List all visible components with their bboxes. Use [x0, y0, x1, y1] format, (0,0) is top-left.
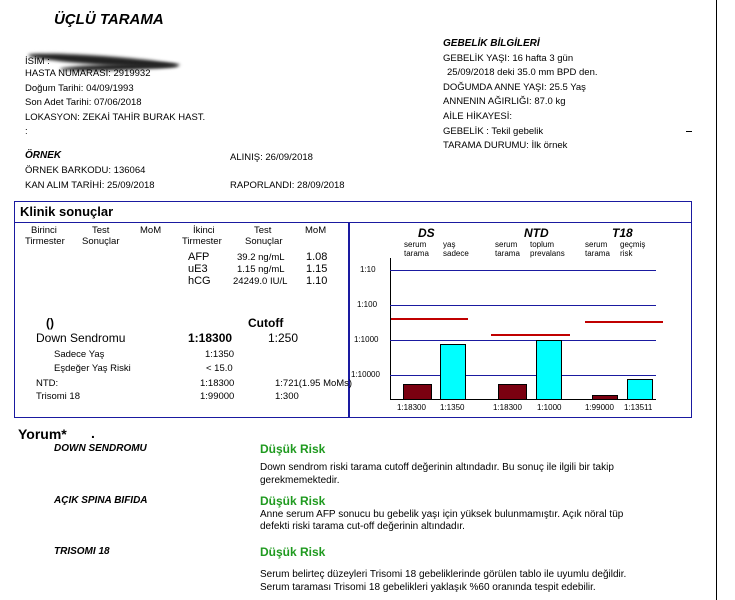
col-test-b: Test	[254, 225, 272, 236]
sub-t18-b1: geçmiş	[620, 240, 646, 249]
gebelik-tekil: GEBELİK : Tekil gebelik	[443, 126, 544, 137]
marker-hcg-mom: 1.10	[306, 275, 328, 287]
chart-group-t18: T18	[612, 226, 633, 240]
sub-ntd-a1: serum	[495, 240, 518, 249]
y-tick-10000: 1:10000	[351, 370, 380, 379]
aile-hikayesi: AİLE HİKAYESİ:	[443, 111, 512, 122]
sub-ds-a1: serum	[404, 240, 427, 249]
sadece-yas: Sadece Yaş	[54, 349, 105, 360]
yorum-spina-risk: Düşük Risk	[260, 494, 326, 508]
col-birinci: Birinci	[31, 225, 57, 236]
marker-afp-value: 39.2 ng/mL	[237, 252, 285, 263]
yorum-down-title: DOWN SENDROMU	[54, 443, 147, 454]
sub-ntd-b2: prevalans	[530, 249, 565, 258]
ntd-value: 1:18300	[200, 378, 235, 389]
son-adet-tarihi: Son Adet Tarihi: 07/06/2018	[25, 97, 142, 108]
yorum-t18-title: TRISOMI 18	[54, 546, 110, 557]
yorum-spina-line1: Anne serum AFP sonucu bu gebelik yaşı için yüksek bulunmamıştır. Açık nöral tüp	[260, 509, 624, 520]
sub-ntd-a2: tarama	[495, 249, 520, 258]
x-label-ds-serum: 1:18300	[397, 403, 426, 412]
col-test-b-2: Sonuçlar	[245, 236, 283, 247]
trisomi18-label: Trisomi 18	[36, 391, 80, 402]
yorum-down-risk: Düşük Risk	[260, 442, 326, 456]
y-tick-100: 1:100	[357, 300, 378, 309]
gebelik-yasi: GEBELİK YAŞI: 16 hafta 3 gün	[443, 53, 574, 64]
ntd-cutoff: 1:721(1.95 MoMs)	[275, 378, 353, 389]
marker-afp: AFP	[188, 251, 210, 263]
y-tick-10: 1:10	[360, 265, 376, 274]
chart-group-ntd: NTD	[524, 226, 549, 240]
sub-ds-b1: yaş	[443, 240, 456, 249]
ornek-header: ÖRNEK	[25, 150, 62, 161]
marker-ue3: uE3	[188, 263, 208, 275]
isim-label: İSİM :	[25, 56, 50, 67]
sub-t18-a1: serum	[585, 240, 608, 249]
col-ikinci-2: Tirmester	[182, 236, 222, 247]
hasta-numarasi: HASTA NUMARASI: 2919932	[25, 68, 151, 79]
yorum-spina-title: AÇIK SPINA BIFIDA	[54, 495, 148, 506]
sub-ds-a2: tarama	[404, 249, 429, 258]
x-label-ds-age: 1:1350	[440, 403, 465, 412]
esdeger-yas-value: < 15.0	[206, 363, 233, 374]
ornek-barkodu: ÖRNEK BARKODU: 136064	[25, 165, 146, 176]
col-birinci-2: Tirmester	[25, 236, 65, 247]
sub-t18-a2: tarama	[585, 249, 610, 258]
sub-t18-b2: risk	[620, 249, 633, 258]
marker-afp-mom: 1.08	[306, 251, 328, 263]
yorum-spina-line2: defekti riski tarama cut-off değerinin altındadır.	[260, 521, 465, 532]
down-sendromu: Down Sendromu	[36, 331, 126, 345]
trisomi18-cutoff: 1:300	[275, 391, 299, 402]
yorum-dot: .	[91, 425, 95, 441]
yorum-down-line2: gerekmemektedir.	[260, 475, 340, 486]
dogum-tarihi: Doğum Tarihi: 04/09/1993	[25, 83, 134, 94]
col-test-2: Sonuçlar	[82, 236, 120, 247]
bpd: 25/09/2018 deki 35.0 mm BPD den.	[447, 67, 598, 78]
colon-mark: :	[25, 126, 28, 137]
klinik-header: Klinik sonuçlar	[20, 204, 114, 219]
lokasyon: LOKASYON: ZEKAİ TAHİR BURAK HAST.	[25, 112, 206, 123]
page-mark	[686, 131, 692, 132]
anne-yasi: DOĞUMDA ANNE YAŞI: 25.5 Yaş	[443, 82, 586, 93]
kan-alim-tarihi: KAN ALIM TARİHİ: 25/09/2018	[25, 180, 155, 191]
cutoff-header: Cutoff	[248, 316, 284, 330]
col-ikinci: İkinci	[193, 225, 215, 236]
sadece-yas-value: 1:1350	[205, 349, 235, 360]
sub-ds-b2: sadece	[443, 249, 469, 258]
yorum-t18-line1: Serum belirteç düzeyleri Trisomi 18 gebeliklerinde görülen tablo ile uyumlu değildir.	[260, 569, 627, 580]
paren-mark: ()	[46, 316, 54, 330]
alinis: ALINIŞ: 26/09/2018	[230, 152, 313, 163]
klinik-header-box	[14, 201, 692, 223]
marker-ue3-mom: 1.15	[306, 263, 328, 275]
x-label-t18-serum: 1:99000	[585, 403, 614, 412]
col-mom: MoM	[140, 225, 162, 236]
marker-ue3-value: 1.15 ng/mL	[237, 264, 285, 275]
marker-hcg-value: 24249.0 IU/L	[233, 276, 288, 287]
col-test: Test	[92, 225, 110, 236]
report-title: ÜÇLÜ TARAMA	[54, 11, 164, 28]
esdeger-yas: Eşdeğer Yaş Riski	[54, 363, 131, 374]
marker-hcg: hCG	[188, 275, 211, 287]
x-label-ntd-prev: 1:1000	[537, 403, 562, 412]
annenin-agirligi: ANNENIN AĞIRLIĞI: 87.0 kg	[443, 96, 566, 107]
tarama-durumu: TARAMA DURUMU: İlk örnek	[443, 140, 568, 151]
chart-group-ds: DS	[418, 226, 435, 240]
sub-ntd-b1: toplum	[530, 240, 555, 249]
down-risk: 1:18300	[188, 331, 233, 345]
yorum-header: Yorum*	[18, 426, 67, 442]
down-cutoff: 1:250	[268, 331, 299, 345]
ntd-label: NTD:	[36, 378, 59, 389]
yorum-t18-risk: Düşük Risk	[260, 545, 326, 559]
yorum-t18-line2: Serum taraması Trisomi 18 gebelikleri yaklaşık %60 oranında tespit edebilir.	[260, 582, 596, 593]
trisomi18-value: 1:99000	[200, 391, 235, 402]
yorum-down-line1: Down sendrom riski tarama cutoff değerinin altındadır. Bu sonuç ile ilgili bir takip	[260, 462, 614, 473]
x-label-ntd-serum: 1:18300	[493, 403, 522, 412]
x-label-t18-hist: 1:13511	[624, 403, 653, 412]
page-right-border	[716, 0, 717, 600]
y-tick-1000: 1:1000	[354, 335, 379, 344]
raporlandi: RAPORLANDI: 28/09/2018	[230, 180, 345, 191]
gebelik-header: GEBELİK BİLGİLERİ	[443, 38, 540, 49]
col-mom-b: MoM	[305, 225, 327, 236]
